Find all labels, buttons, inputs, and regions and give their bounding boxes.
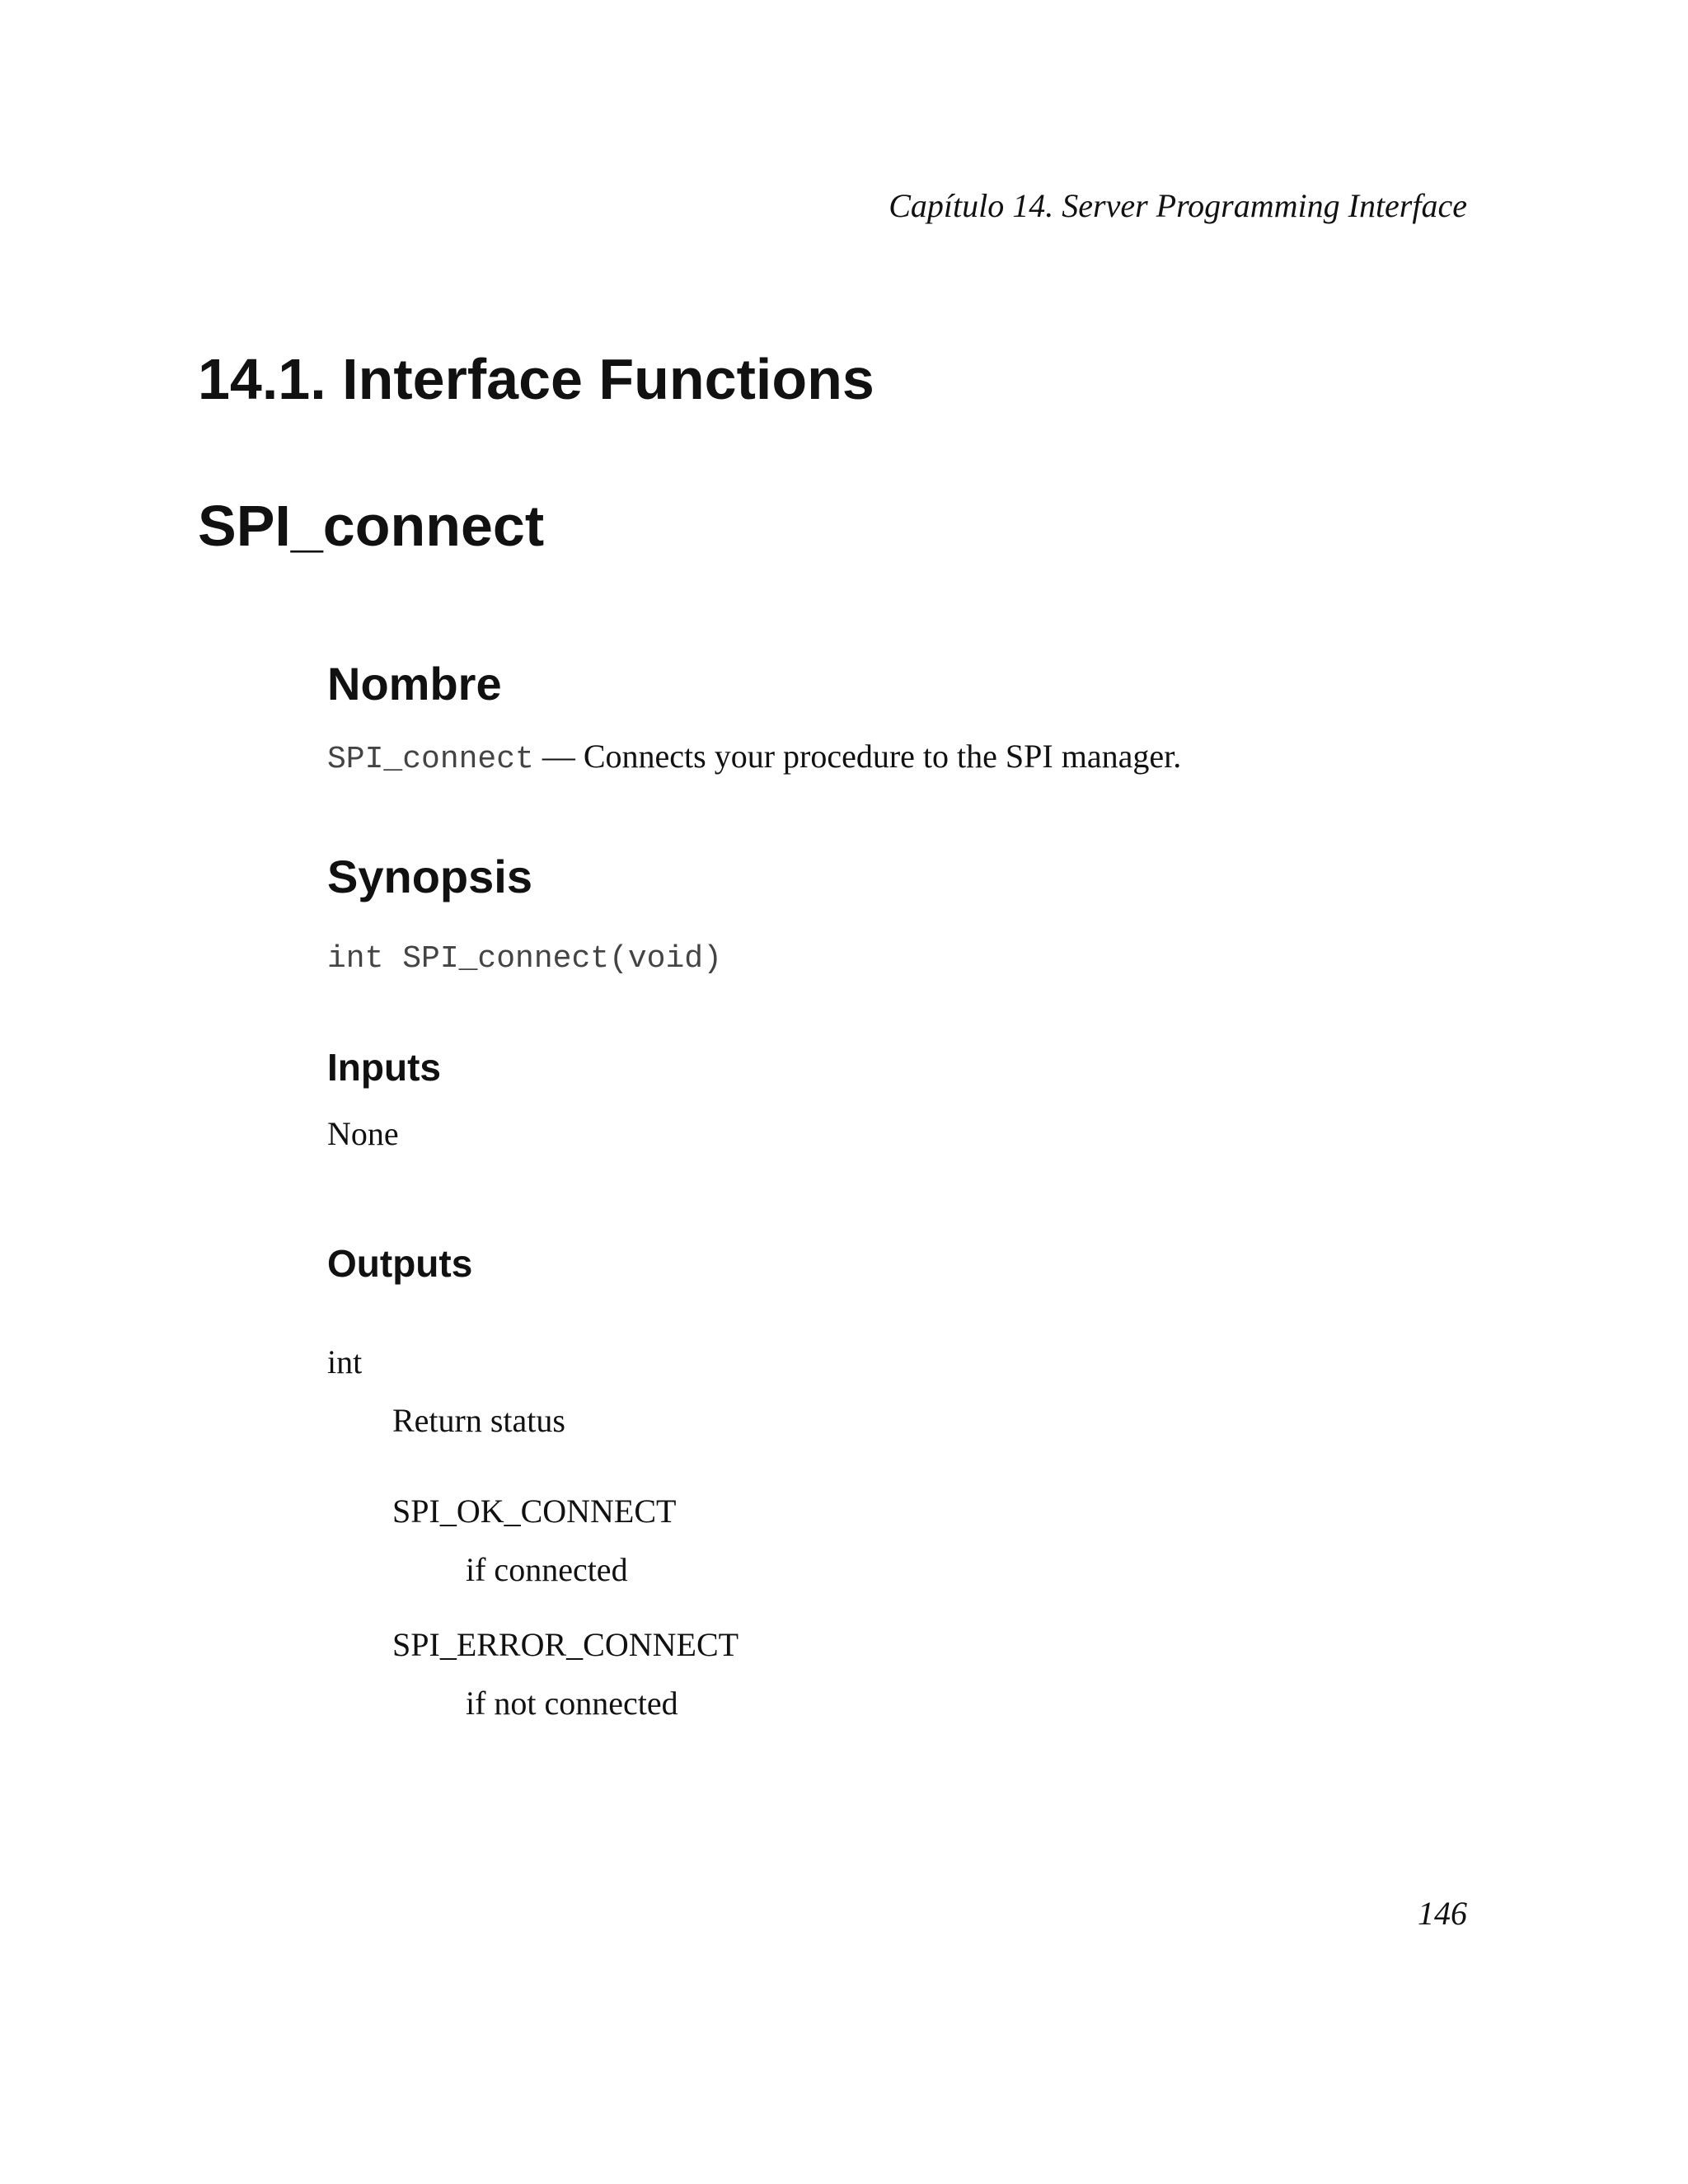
- page-number: 146: [1418, 1895, 1467, 1932]
- output-value-term-ok: SPI_OK_CONNECT: [392, 1493, 677, 1530]
- function-name: SPI_connect: [327, 742, 534, 777]
- function-purpose: — Connects your procedure to the SPI manager.: [533, 738, 1182, 775]
- running-header: Capítulo 14. Server Programming Interface: [889, 187, 1467, 224]
- output-value-description-ok: if connected: [466, 1551, 628, 1588]
- output-description: Return status: [392, 1402, 565, 1439]
- inputs-text: None: [327, 1115, 399, 1152]
- output-value-term-error: SPI_ERROR_CONNECT: [392, 1626, 739, 1663]
- name-line: [327, 737, 1181, 779]
- outputs-heading: Outputs: [327, 1242, 473, 1285]
- section-title: 14.1. Interface Functions: [198, 347, 874, 411]
- synopsis-heading: Synopsis: [327, 851, 532, 902]
- output-term-int: int: [327, 1343, 363, 1380]
- refentry-title: SPI_connect: [198, 494, 545, 558]
- synopsis-code: int SPI_connect(void): [327, 941, 722, 977]
- output-value-description-error: if not connected: [466, 1685, 678, 1722]
- name-heading: Nombre: [327, 658, 502, 710]
- inputs-heading: Inputs: [327, 1046, 441, 1089]
